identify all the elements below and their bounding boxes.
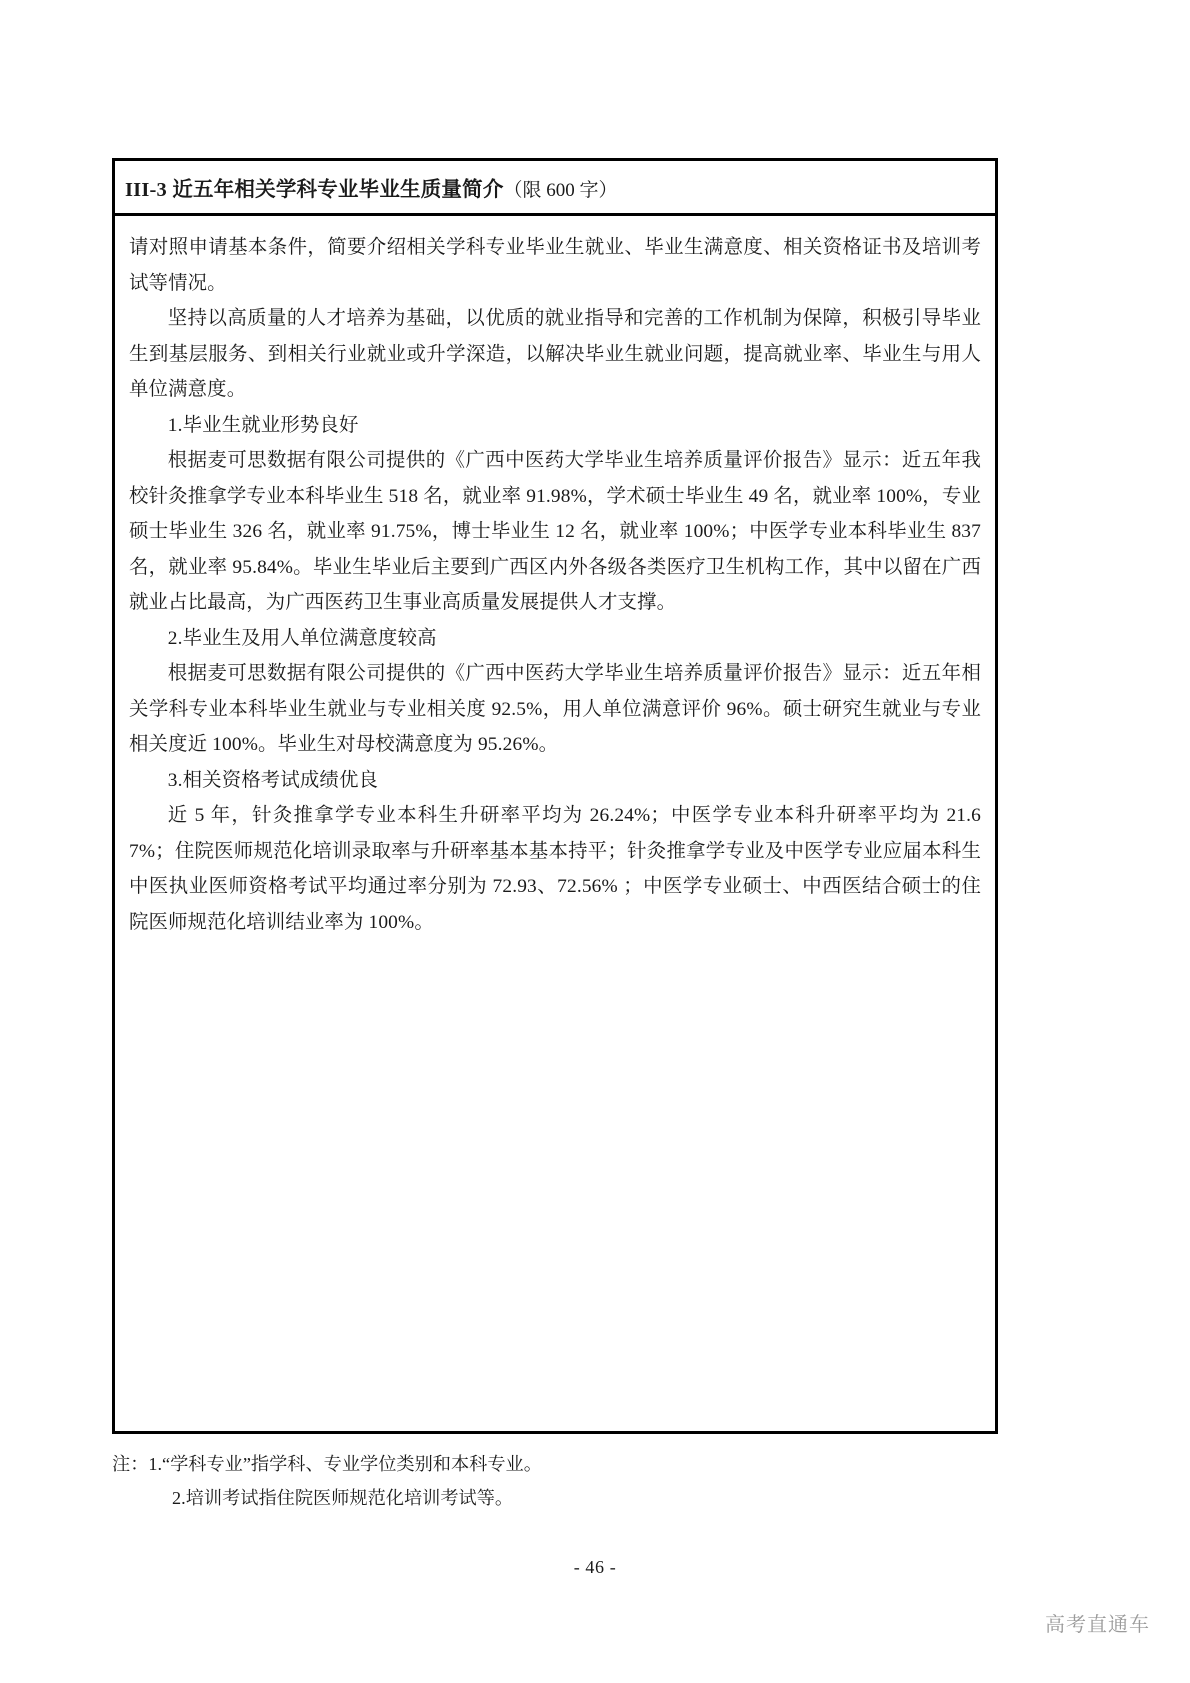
body-paragraph: 近 5 年，针灸推拿学专业本科生升研率平均为 26.24%；中医学专业本科升研率平均为 21.67%；住院医师规范化培训录取率与升研率基本基本持平；针灸推拿学专业及中医学专业应届本科生中医执业医师资格考试平均通过率分别为 72.93、72.56% ；中医学专业硕士、中西医结合硕士的住院医师规范化培训结业率为 100%。 xyxy=(129,805,981,933)
section-header-limit: （限 600 字） xyxy=(503,180,618,201)
watermark: 高考直通车 xyxy=(1045,1614,1150,1636)
body-paragraph: 根据麦可思数据有限公司提供的《广西中医药大学毕业生培养质量评价报告》显示：近五年我校针灸推拿学专业本科毕业生 518 名，就业率 91.98%，学术硕士毕业生 49 名，就业率 100%，专业硕士毕业生 326 名，就业率 91.75%，博士毕业生 12 名，就业率 100%；中医学专业本科毕业生 837 名，就业率 95.84%。毕业生毕业后主要到广西区内外各级各类医疗卫生机构工作，其中以留在广西就业占比最高，为广西医药卫生事业高质量发展提供人才支撑。 xyxy=(129,450,981,613)
body-paragraph: 坚持以高质量的人才培养为基础，以优质的就业指导和完善的工作机制为保障，积极引导毕业生到基层服务、到相关行业就业或升学深造，以解决毕业生就业问题，提高就业率、毕业生与用人单位满意度。 xyxy=(129,308,981,400)
table-body-row xyxy=(115,216,995,1431)
form-table xyxy=(112,158,998,1434)
table-header-row xyxy=(115,161,995,216)
body-paragraph: 根据麦可思数据有限公司提供的《广西中医药大学毕业生培养质量评价报告》显示：近五年相关学科专业本科毕业生就业与专业相关度 92.5%，用人单位满意评价 96%。硕士研究生就业与专业相关度近 100%。毕业生对母校满意度为 95.26%。 xyxy=(129,663,981,755)
note-item-1: 注：1.“学科专业”指学科、专业学位类别和本科专业。 xyxy=(112,1454,542,1474)
table-notes xyxy=(112,1447,998,1515)
note-item-2: 2.培训考试指住院医师规范化培训考试等。 xyxy=(172,1488,514,1508)
page-number: - 46 - xyxy=(573,1557,617,1577)
body-subheading-3: 3.相关资格考试成绩优良 xyxy=(167,769,379,791)
body-subheading-2: 2.毕业生及用人单位满意度较高 xyxy=(167,627,437,649)
body-prompt: 请对照申请基本条件，简要介绍相关学科专业毕业生就业、毕业生满意度、相关资格证书及培训考试等情况。 xyxy=(129,237,981,294)
body-subheading-1: 1.毕业生就业形势良好 xyxy=(167,414,359,436)
section-header-title: III-3 近五年相关学科专业毕业生质量简介 xyxy=(125,179,504,201)
